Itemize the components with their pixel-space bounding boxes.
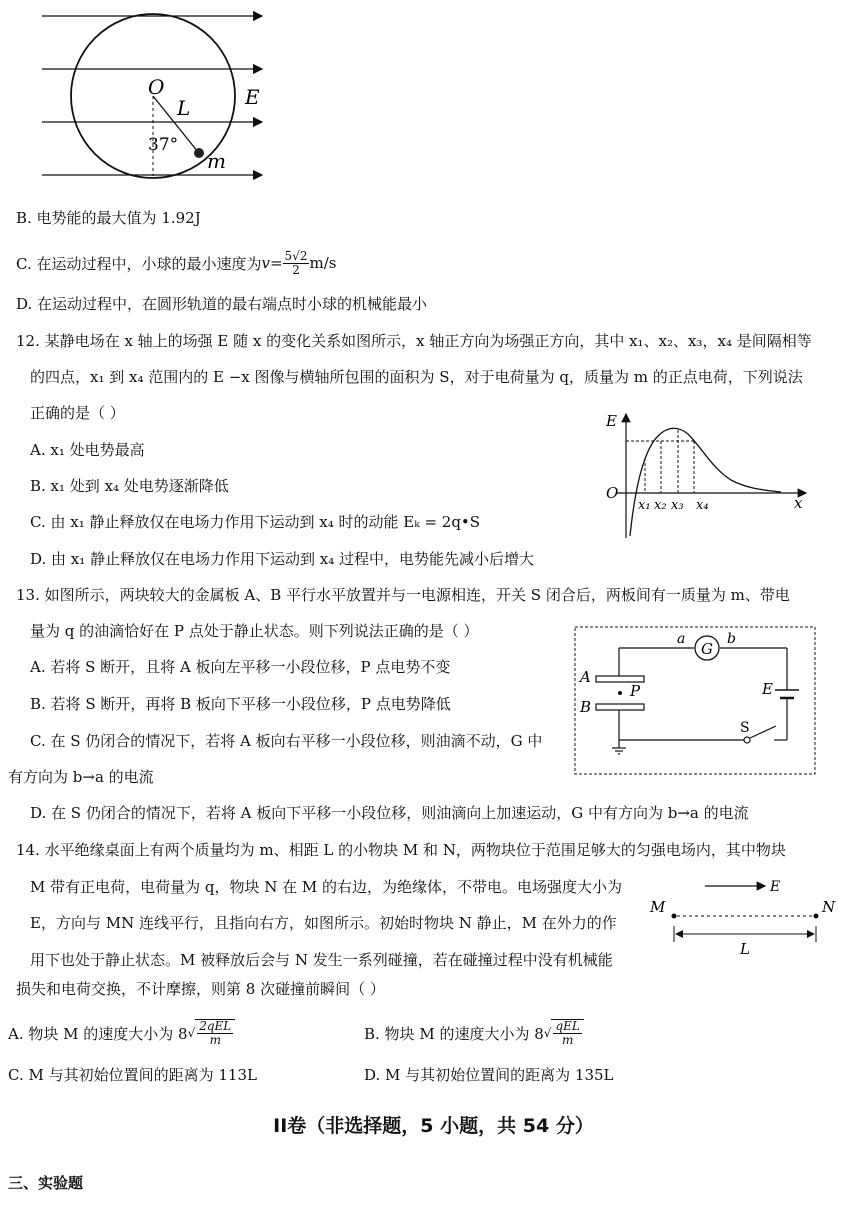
fraction: $\frac{5√2}{2}$: [284, 248, 308, 277]
q11-option-b: B. 电势能的最大值为 1.92J: [16, 209, 201, 227]
radical: √ $\frac{\text{2qEL}}{m}$: [188, 1019, 236, 1047]
block-M: [672, 914, 677, 919]
label-B: B: [580, 698, 592, 716]
q12-option-c: C. 由 x₁ 静止释放仅在电场力作用下运动到 x₄ 时的动能 Eₖ = 2q•S: [30, 513, 481, 531]
q14-option-d: D. M 与其初始位置间的距离为 135L: [364, 1066, 614, 1084]
section-3-heading: 三、实验题: [8, 1174, 84, 1192]
label-M: M: [650, 898, 666, 916]
radical: √ $\frac{\text{qEL}}{m}$: [544, 1019, 584, 1047]
q14-option-a: A. 物块 M 的速度大小为 8 √ $\frac{\text{2qEL}}{m}$: [8, 1016, 235, 1050]
switch-S: [750, 726, 776, 738]
q12-option-d: D. 由 x₁ 静止释放仅在电场力作用下运动到 x₄ 过程中，电势能先减小后增大: [30, 550, 535, 568]
label-x4: x₄: [696, 498, 709, 513]
label-L: L: [177, 96, 191, 120]
q13-option-c-line2: 有方向为 b→a 的电流: [8, 768, 154, 786]
q14-option-c: C. M 与其初始位置间的距离为 113L: [8, 1066, 257, 1084]
mn-figure: [640, 872, 845, 962]
q12-option-a: A. x₁ 处电势最高: [30, 441, 145, 459]
label-E: E: [606, 412, 617, 430]
label-b: b: [727, 631, 736, 647]
label-L: L: [740, 940, 750, 958]
label-G: G: [701, 640, 713, 658]
ball-m: [194, 148, 204, 158]
q14-stem-line1: 14. 水平绝缘桌面上有两个质量均为 m、相距 L 的小物块 M 和 N，两物块位于范围足够大的匀强电场内，其中物块: [16, 841, 786, 859]
circuit-figure: [574, 626, 818, 776]
plate-B: [596, 704, 644, 710]
e-x-graph-figure: [596, 408, 811, 543]
label-angle: 37°: [148, 135, 179, 155]
label-O: O: [606, 484, 619, 502]
q12-stem-line1: 12. 某静电场在 x 轴上的场强 E 随 x 的变化关系如图所示，x 轴正方向为场强正方向，其中 x₁、x₂、x₃，x₄ 是间隔相等: [16, 332, 812, 350]
label-P: P: [630, 682, 641, 700]
q13-option-b: B. 若将 S 断开，再将 B 板向下平移一小段位移，P 点电势降低: [30, 695, 451, 713]
point-P: [618, 691, 622, 695]
e-curve: [630, 428, 781, 536]
q14-stem-line5: 损失和电荷交换，不计摩擦，则第 8 次碰撞前瞬间（ ）: [16, 980, 385, 998]
label-x3: x₃: [671, 498, 684, 513]
q14-stem-line3: E，方向与 MN 连线平行，且指向右方，如图所示。初始时物块 N 静止，M 在外力的作: [30, 914, 617, 932]
label-N: N: [822, 898, 836, 916]
label-S: S: [740, 720, 750, 736]
circle-track-figure: [30, 0, 280, 185]
label-E: E: [770, 879, 781, 895]
label-A: A: [580, 668, 591, 686]
q13-option-d: D. 在 S 仍闭合的情况下，若将 A 板向下平移一小段位移，则油滴向上加速运动，G 中有方向为 b→a 的电流: [30, 804, 749, 822]
label-a: a: [677, 631, 686, 647]
q14-stem-line4: 用下也处于静止状态。M 被释放后会与 N 发生一系列碰撞，若在碰撞过程中没有机械能: [30, 951, 613, 969]
label-x2: x₂: [654, 498, 667, 513]
label-E: E: [762, 680, 773, 698]
q13-option-c-line1: C. 在 S 仍闭合的情况下，若将 A 板向右平移一小段位移，则油滴不动，G 中: [30, 732, 543, 750]
q11-option-d: D. 在运动过程中，在圆形轨道的最右端点时小球的机械能最小: [16, 295, 428, 313]
label-O: O: [148, 75, 165, 99]
q13-option-a: A. 若将 S 断开，且将 A 板向左平移一小段位移，P 点电势不变: [30, 658, 451, 676]
q14-option-b: B. 物块 M 的速度大小为 8 √ $\frac{\text{qEL}}{m}$: [364, 1016, 584, 1050]
q14-stem-line2: M 带有正电荷，电荷量为 q，物块 N 在 M 的右边，为绝缘体，不带电。电场强度大小为: [30, 878, 623, 896]
q13-stem-line1: 13. 如图所示，两块较大的金属板 A、B 平行水平放置并与一电源相连，开关 S 闭合后，两板间有一质量为 m、带电: [16, 586, 790, 604]
label-x: x: [794, 494, 803, 512]
label-E: E: [245, 85, 260, 109]
q12-option-b: B. x₁ 处到 x₄ 处电势逐渐降低: [30, 477, 229, 495]
q12-stem-line2: 的四点，x₁ 到 x₄ 范围内的 E −x 图像与横轴所包围的面积为 S，对于电荷量为 q，质量为 m 的正点电荷，下列说法: [30, 368, 803, 386]
q12-stem-line3: 正确的是（ ）: [30, 404, 125, 422]
q11-option-c: C. 在运动过程中，小球的最小速度为 v = $\frac{5√2}{2}$ m/s: [16, 248, 337, 277]
q13-stem-line2: 量为 q 的油滴恰好在 P 点处于静止状态。则下列说法正确的是（ ）: [30, 622, 479, 640]
section-II-heading: II卷（非选择题，5 小题，共 54 分）: [273, 1115, 594, 1137]
label-m: m: [207, 149, 226, 173]
label-x1: x₁: [638, 498, 651, 513]
block-N: [814, 914, 819, 919]
